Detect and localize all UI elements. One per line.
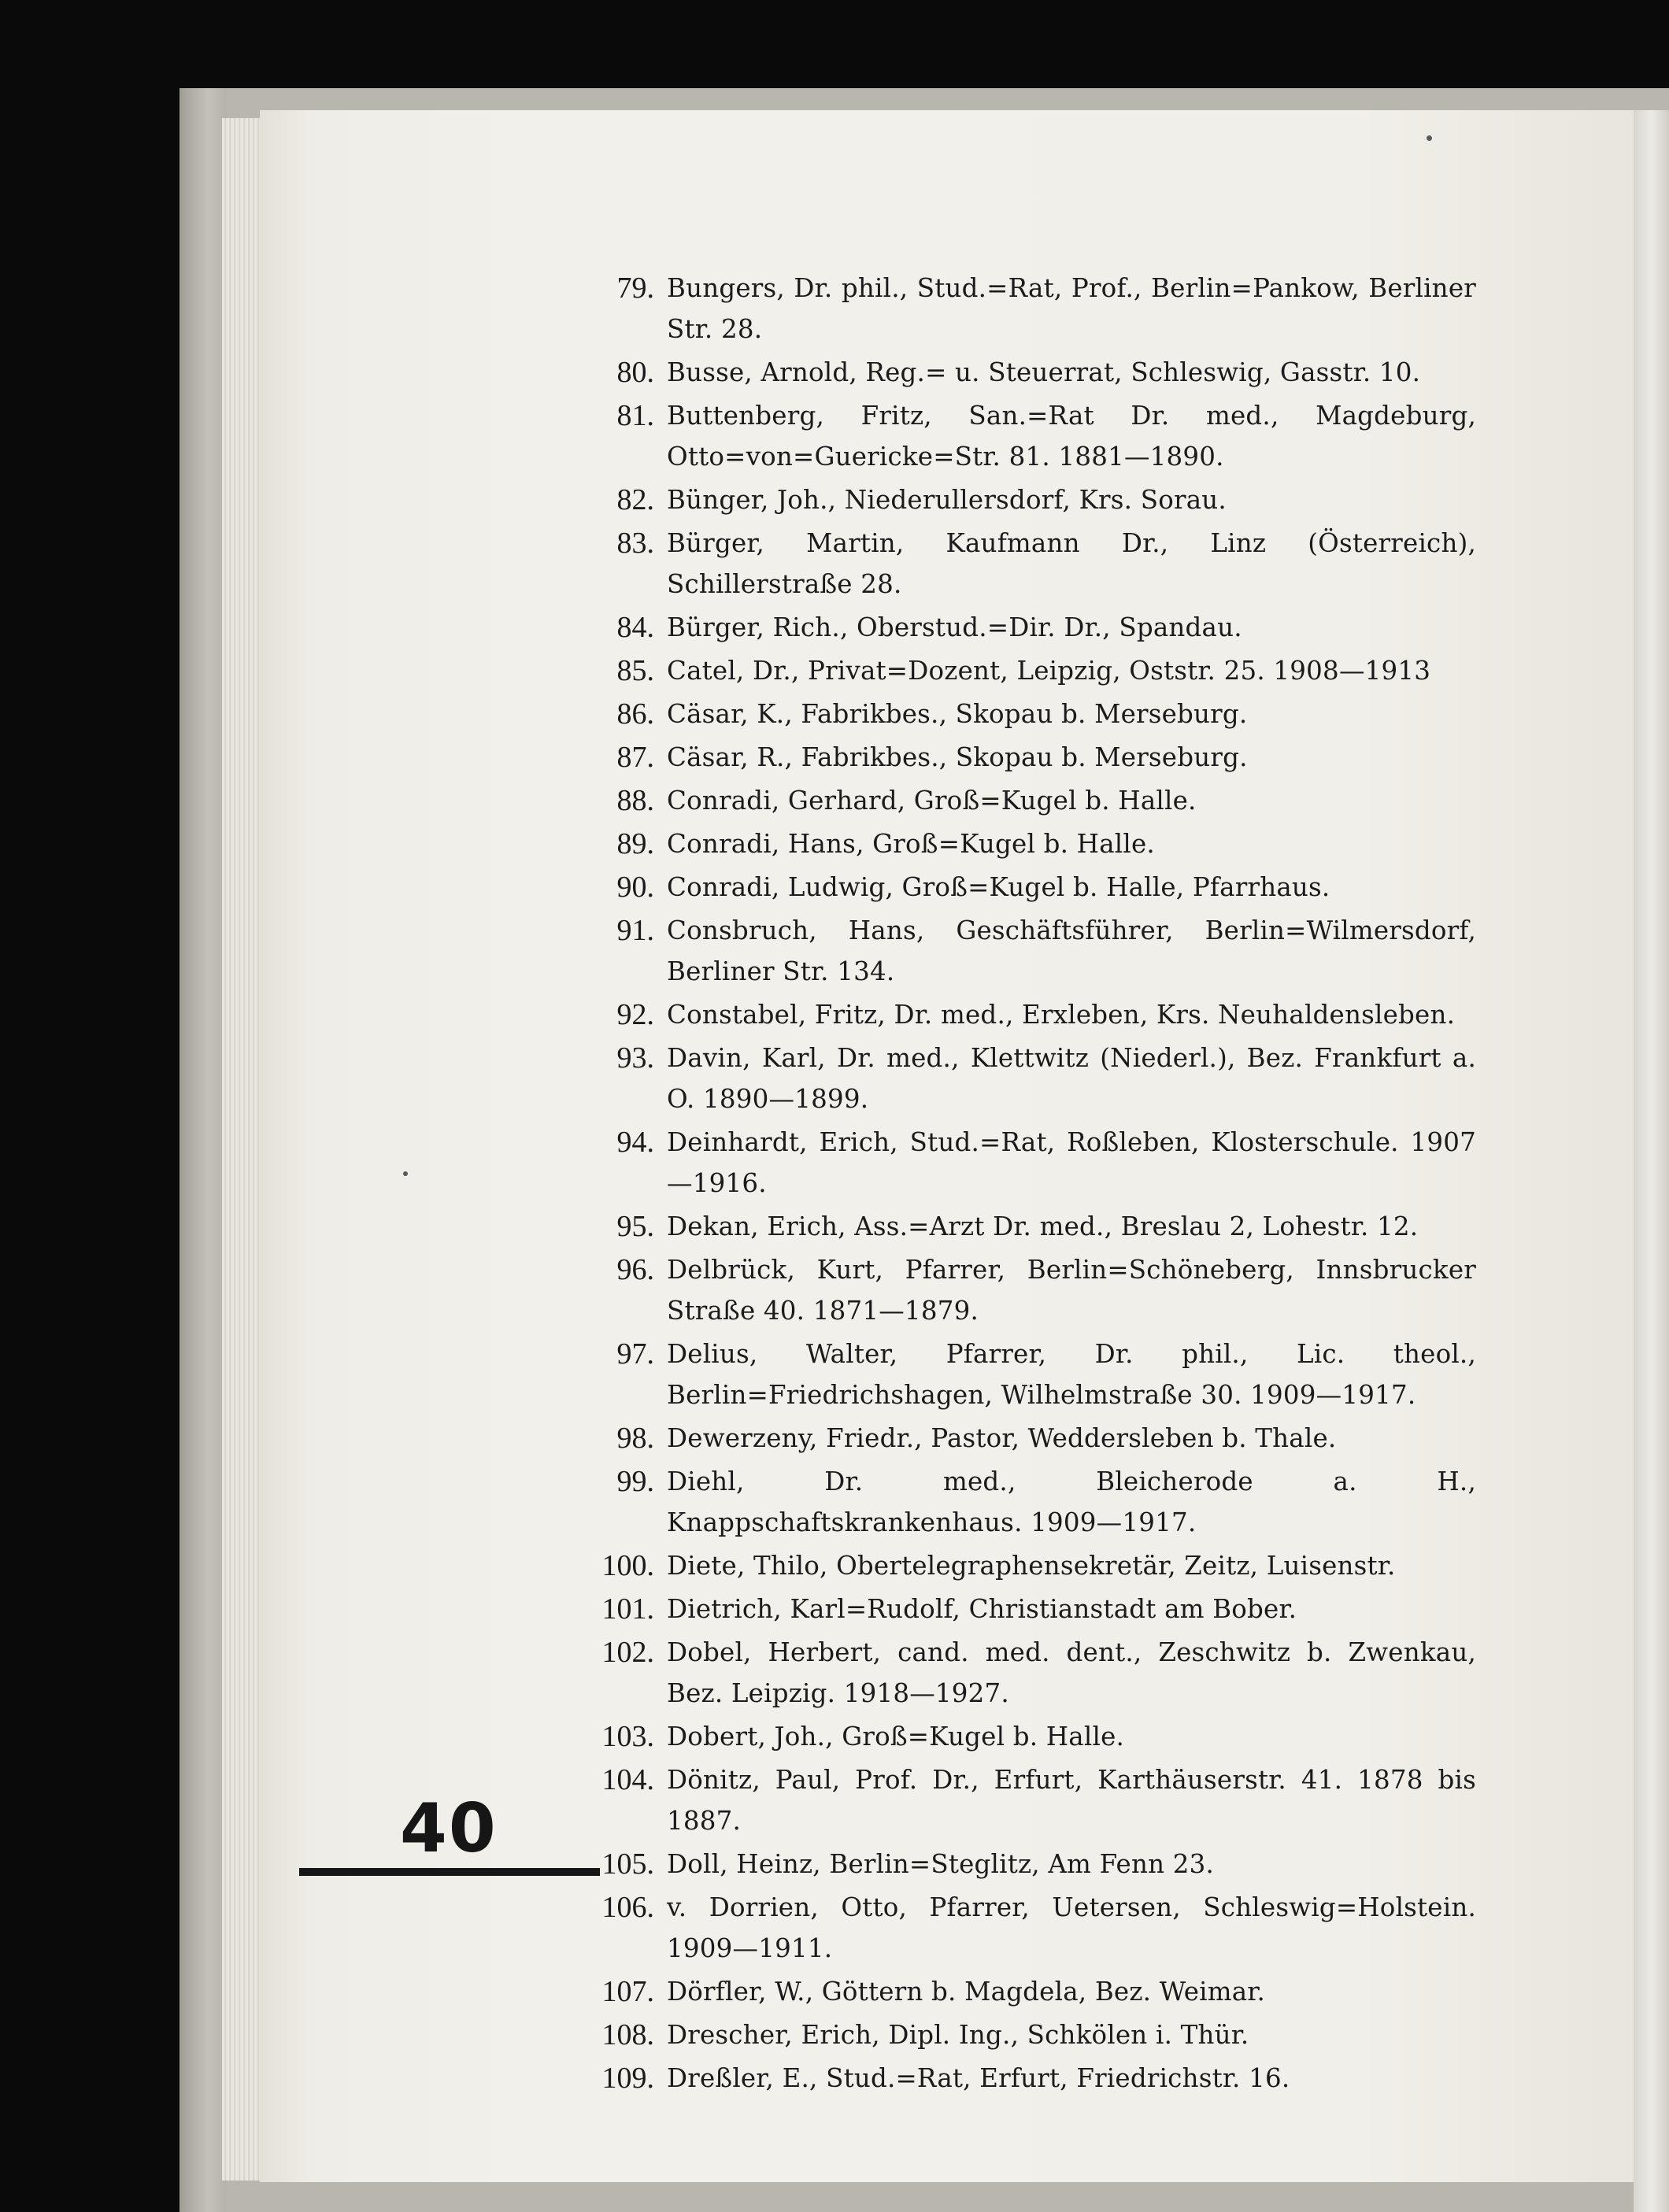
list-item	[594, 1844, 1476, 1885]
list-item	[594, 737, 1476, 778]
entry-number: 95.	[616, 1210, 654, 1243]
list-item	[594, 1418, 1476, 1459]
entry-text: Dönitz, Paul, Prof. Dr., Erfurt, Karthäuserstr. 41. 1878 bis 1887.	[667, 1765, 1476, 1836]
entry-number: 101.	[601, 1592, 654, 1626]
list-item	[594, 1887, 1476, 1969]
entry-number: 86.	[616, 697, 654, 731]
list-item	[594, 1249, 1476, 1331]
entry-text: Bürger, Martin, Kaufmann Dr., Linz (Österreich), Schillerstraße 28.	[667, 528, 1476, 599]
list-item	[594, 607, 1476, 648]
entry-number: 94.	[616, 1126, 654, 1159]
entry-text: Dreßler, E., Stud.=Rat, Erfurt, Friedrichstr. 16.	[667, 2063, 1290, 2093]
entry-text: Bürger, Rich., Oberstud.=Dir. Dr., Spandau.	[667, 612, 1242, 642]
list-item	[594, 1333, 1476, 1415]
entry-number: 99.	[616, 1465, 654, 1498]
list-item	[594, 1716, 1476, 1757]
entry-text: Diehl, Dr. med., Bleicherode a. H., Knappschaftskrankenhaus. 1909—1917.	[667, 1467, 1476, 1537]
entry-text: Constabel, Fritz, Dr. med., Erxleben, Krs. Neuhaldensleben.	[667, 1000, 1456, 1030]
list-item	[594, 1632, 1476, 1714]
entry-text: Cäsar, K., Fabrikbes., Skopau b. Merseburg.	[667, 699, 1248, 729]
page-number: 40	[400, 1789, 498, 1868]
entry-number: 91.	[616, 914, 654, 947]
entry-number: 83.	[616, 527, 654, 560]
list-item	[594, 694, 1476, 734]
list-item	[594, 1759, 1476, 1841]
entry-number: 87.	[616, 741, 654, 774]
entry-number: 84.	[616, 611, 654, 644]
list-item	[594, 823, 1476, 864]
entry-number: 82.	[616, 483, 654, 516]
list-item	[594, 780, 1476, 821]
list-item	[594, 1971, 1476, 2012]
entry-text: Busse, Arnold, Reg.= u. Steuerrat, Schleswig, Gasstr. 10.	[667, 357, 1421, 387]
list-item	[594, 867, 1476, 908]
list-item	[594, 479, 1476, 520]
entry-number: 80.	[616, 356, 654, 389]
entry-number: 90.	[616, 871, 654, 904]
entry-text: Dörfler, W., Göttern b. Magdela, Bez. Weimar.	[667, 1977, 1266, 2007]
entry-text: Delbrück, Kurt, Pfarrer, Berlin=Schöneberg, Innsbrucker Straße 40. 1871—1879.	[667, 1255, 1476, 1326]
list-item	[594, 523, 1476, 605]
entry-text: Dobel, Herbert, cand. med. dent., Zeschwitz b. Zwenkau, Bez. Leipzig. 1918—1927.	[667, 1637, 1476, 1708]
paper-speck	[403, 1171, 408, 1176]
entry-text: Buttenberg, Fritz, San.=Rat Dr. med., Magdeburg, Otto=von=Guericke=Str. 81. 1881—1890.	[667, 401, 1476, 472]
entry-text: Conradi, Gerhard, Groß=Kugel b. Halle.	[667, 786, 1197, 816]
list-item	[594, 2014, 1476, 2055]
footer-rule	[299, 1868, 600, 1876]
entry-text: Deinhardt, Erich, Stud.=Rat, Roßleben, Klosterschule. 1907—1916.	[667, 1127, 1476, 1198]
book-spine-edge	[179, 88, 227, 2212]
list-item	[594, 650, 1476, 691]
entry-number: 85.	[616, 654, 654, 687]
entry-number: 93.	[616, 1041, 654, 1075]
entry-text: Dobert, Joh., Groß=Kugel b. Halle.	[667, 1722, 1125, 1751]
entry-text: Cäsar, R., Fabrikbes., Skopau b. Merseburg.	[667, 742, 1248, 772]
entry-text: Dekan, Erich, Ass.=Arzt Dr. med., Breslau 2, Lohestr. 12.	[667, 1211, 1419, 1241]
entry-number: 104.	[601, 1763, 654, 1796]
entry-text: Drescher, Erich, Dipl. Ing., Schkölen i. Thür.	[667, 2020, 1249, 2050]
entry-number: 107.	[601, 1975, 654, 2008]
entry-number: 81.	[616, 399, 654, 432]
entry-text: Conradi, Hans, Groß=Kugel b. Halle.	[667, 829, 1155, 859]
entry-text: Dietrich, Karl=Rudolf, Christianstadt am Bober.	[667, 1594, 1297, 1624]
list-item	[594, 1545, 1476, 1586]
list-item	[594, 994, 1476, 1035]
entry-text: Dewerzeny, Friedr., Pastor, Weddersleben b. Thale.	[667, 1423, 1337, 1453]
list-item	[594, 1038, 1476, 1119]
entry-text: Consbruch, Hans, Geschäftsführer, Berlin=Wilmersdorf, Berliner Str. 134.	[667, 916, 1476, 986]
paper-speck	[1427, 135, 1432, 141]
entry-number: 106.	[601, 1891, 654, 1924]
entry-text: Delius, Walter, Pfarrer, Dr. phil., Lic. theol., Berlin=Friedrichshagen, Wilhelmstraße 30. 1909—1917.	[667, 1339, 1476, 1410]
entry-number: 92.	[616, 998, 654, 1031]
entry-number: 79.	[616, 272, 654, 305]
entry-text: Davin, Karl, Dr. med., Klettwitz (Niederl.), Bez. Frankfurt a. O. 1890—1899.	[667, 1043, 1476, 1114]
entry-number: 108.	[601, 2018, 654, 2051]
list-item	[594, 352, 1476, 393]
list-item	[594, 268, 1476, 350]
list-item	[594, 1461, 1476, 1543]
entry-number: 102.	[601, 1636, 654, 1669]
entry-text: Bünger, Joh., Niederullersdorf, Krs. Sorau.	[667, 485, 1227, 515]
entry-text: Catel, Dr., Privat=Dozent, Leipzig, Oststr. 25. 1908—1913	[667, 656, 1431, 686]
entry-number: 89.	[616, 827, 654, 860]
member-list	[594, 268, 1476, 2101]
entry-number: 96.	[616, 1253, 654, 1286]
list-item	[594, 1206, 1476, 1247]
list-item	[594, 395, 1476, 477]
list-item	[594, 2058, 1476, 2099]
entry-number: 88.	[616, 784, 654, 817]
entry-text: v. Dorrien, Otto, Pfarrer, Uetersen, Schleswig=Holstein. 1909—1911.	[667, 1892, 1476, 1963]
entry-number: 105.	[601, 1848, 654, 1881]
list-item	[594, 910, 1476, 992]
entry-number: 97.	[616, 1337, 654, 1370]
entry-number: 109.	[601, 2062, 654, 2095]
entry-text: Diete, Thilo, Obertelegraphensekretär, Zeitz, Luisenstr.	[667, 1551, 1396, 1581]
facing-page-edge	[1634, 110, 1669, 2212]
list-item	[594, 1122, 1476, 1204]
entry-number: 98.	[616, 1422, 654, 1455]
entry-number: 103.	[601, 1720, 654, 1753]
list-item	[594, 1589, 1476, 1629]
entry-text: Doll, Heinz, Berlin=Steglitz, Am Fenn 23.	[667, 1849, 1215, 1879]
entry-text: Bungers, Dr. phil., Stud.=Rat, Prof., Berlin=Pankow, Berliner Str. 28.	[667, 273, 1476, 344]
entry-number: 100.	[601, 1549, 654, 1582]
entry-text: Conradi, Ludwig, Groß=Kugel b. Halle, Pfarrhaus.	[667, 872, 1330, 902]
